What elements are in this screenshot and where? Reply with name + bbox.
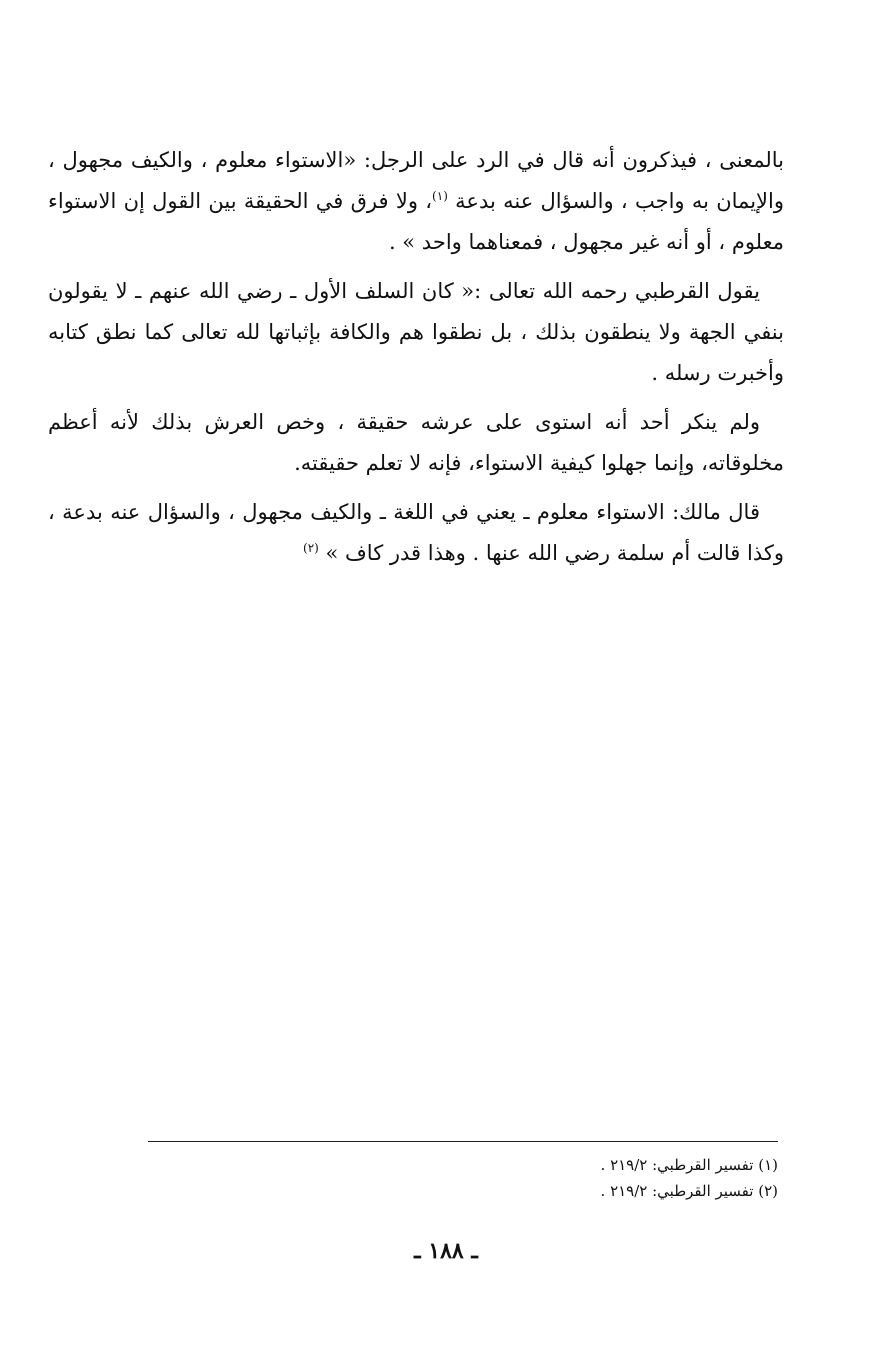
- paragraph-4-text: قال مالك: الاستواء معلوم ـ يعني في اللغة ـ والكيف مجهول ، والسؤال عنه بدعة ، وكذا قالت أم سلمة رضي الله عنها . وهذا قدر كاف »: [48, 500, 784, 565]
- paragraph-1-text-b: ، ولا فرق في الحقيقة بين القول إن الاستواء معلوم ، أو أنه غير مجهول ، فمعناهما واحد » .: [48, 189, 784, 254]
- footnotes: [148, 1152, 778, 1204]
- footnote-ref-1: (١): [432, 189, 448, 203]
- paragraph-1-text-a: بالمعنى ، فيذكرون أنه قال في الرد على الرجل: «الاستواء معلوم ، والكيف مجهول ، والإيمان به واجب ، والسؤال عنه بدعة: [48, 148, 784, 213]
- footnote-ref-2: (٢): [303, 541, 319, 555]
- paragraph-1: [48, 140, 784, 263]
- page-number: ـ ١٨٨ ـ: [414, 1238, 478, 1264]
- footnote-separator: [148, 1141, 778, 1142]
- footnote-2: (٢) تفسير القرطبي: ٢١٩/٢ .: [600, 1182, 778, 1200]
- main-text: [48, 140, 784, 582]
- paragraph-3-text: ولم ينكر أحد أنه استوى على عرشه حقيقة ، وخص العرش بذلك لأنه أعظم مخلوقاته، وإنما جهلوا كيفية الاستواء، فإنه لا تعلم حقيقته.: [48, 410, 784, 475]
- paragraph-2-text: يقول القرطبي رحمه الله تعالى :« كان السلف الأول ـ رضي الله عنهم ـ لا يقولون بنفي الجهة ولا ينطقون بذلك ، بل نطقوا هم والكافة بإثباتها لله تعالى كما نطق كتابه وأخبرت رسله .: [48, 279, 784, 385]
- paragraph-4: [48, 492, 784, 574]
- paragraph-3: [48, 402, 784, 484]
- footnote-1: (١) تفسير القرطبي: ٢١٩/٢ .: [600, 1156, 778, 1174]
- paragraph-2: [48, 271, 784, 394]
